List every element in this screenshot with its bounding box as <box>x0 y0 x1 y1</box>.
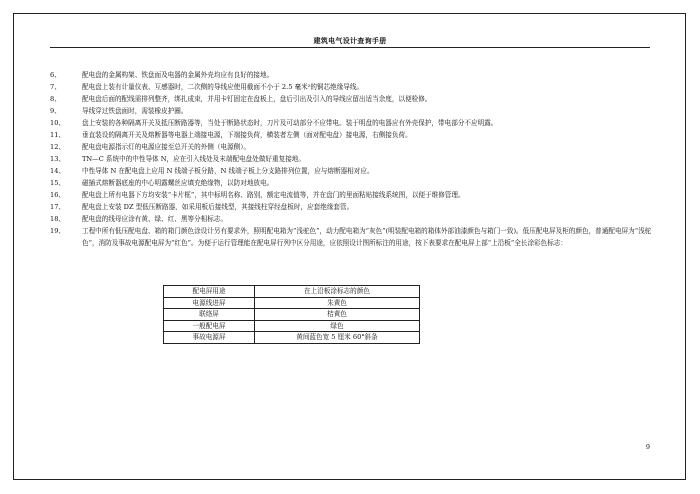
item-text: 配电盘上装有计量仪表、互感器时，二次侧的导线应使用截面不小于 2.5 毫米²的铜芯绝缘导线。 <box>82 83 364 91</box>
table-row <box>164 297 420 309</box>
list-item <box>50 177 660 189</box>
item-text: 磁插式熔断器底座的中心明露螺丝应填充绝缘物，以防对地放电。 <box>82 179 274 187</box>
item-text: 中性导体 N 在配电盘上应用 N 线端子板分路，N 线端子板上分支路排列位置，应与熔断器相对应。 <box>82 167 374 175</box>
list-item <box>50 93 660 105</box>
list-item-19 <box>50 225 660 249</box>
table-cell: 桔黄色 <box>255 309 420 321</box>
item-number: 7、 <box>50 83 61 91</box>
item-number: 18、 <box>50 215 65 223</box>
list-item <box>50 153 660 165</box>
list-item <box>50 165 660 177</box>
table-cell: 电源线进屏 <box>164 297 255 309</box>
table-cell: 绿色 <box>255 320 420 332</box>
page-number: 9 <box>645 443 650 451</box>
item-text: 配电盘的金属构架、铁盘面及电器的金属外壳均应有良好的接地。 <box>82 71 274 79</box>
header-rule <box>50 47 650 48</box>
list-item <box>50 81 660 93</box>
item-text: 配电盘上安装 DZ 型低压断路器，如采用板后接线型，其接线柱穿经盘板时，应套绝缘套管。 <box>82 203 354 211</box>
item-number: 6、 <box>50 71 61 79</box>
item-number: 17、 <box>50 203 65 211</box>
item-text: 垂直装设的隔离开关及熔断器等电器上端接电源，下端接负荷，横装者左侧（面对配电盘）接电源，右侧接负荷。 <box>82 131 412 139</box>
table-row <box>164 332 420 344</box>
header-title: 建筑电气设计查询手册 <box>313 36 387 45</box>
list-item <box>50 117 660 129</box>
item-number: 12、 <box>50 143 65 151</box>
table-row <box>164 309 420 321</box>
table-cell: 一般配电屏 <box>164 320 255 332</box>
item-text: 导线穿过铁盘面时，需装橡皮护圈。 <box>82 107 188 115</box>
item-number: 14、 <box>50 167 65 175</box>
table-cell: 朱黄色 <box>255 297 420 309</box>
table-cell: 联络屏 <box>164 309 255 321</box>
item-number: 8、 <box>50 95 61 103</box>
item-text: 工程中所有低压配电盘、箱的箱门颜色涂设计另有要求外，照明配电箱为“浅驼色”，动力配电箱为“灰色”(明装配电箱的箱体外部油漆颜色与箱门一致)。低压配电屏及柜的颜色，普通配电屏为“浅驼色”，消防及事故电源配电屏为“红色”。为便于运行管理能在配电屏行列中区分用途，应依照设计图所标注的用途，按下表要求在配电屏上部“上沿板”全长涂彩色标志： <box>82 227 652 247</box>
list-item <box>50 189 660 201</box>
item-number: 9、 <box>50 107 61 115</box>
item-number: 10、 <box>50 119 65 127</box>
table-cell: 事故电源屏 <box>164 332 255 344</box>
color-table <box>163 285 420 344</box>
table-header-cell: 在上沿板涂标志的颜色 <box>255 286 420 298</box>
list-item <box>50 141 660 153</box>
item-number: 16、 <box>50 191 65 199</box>
item-text: 配电盘后面的配线需排列整齐，绑扎成束，并用卡钉固定在盘板上，盘后引出及引入的导线应留出适当余度，以便检修。 <box>82 95 432 103</box>
item-text: 配电盘上所有电器下方均安装“卡片框”，其中标明名称、路别，额定电流值等，并在盘门的里面粘贴接线系统图，以便于维修管理。 <box>82 191 465 199</box>
item-number: 13、 <box>50 155 65 163</box>
list-item <box>50 213 660 225</box>
table-header-cell: 配电屏用途 <box>164 286 255 298</box>
list-item <box>50 201 660 213</box>
item-number: 11、 <box>50 131 65 139</box>
content-body <box>50 69 660 249</box>
item-text: 盘上安装的各种隔离开关及抵压断路器等，当处于断路状态时，刀片及可动部分不应带电。装于明盘的电器应有外壳保护，带电部分不应明露。 <box>82 119 498 127</box>
table-header-row <box>164 286 420 298</box>
item-number: 15、 <box>50 179 65 187</box>
list-item <box>50 69 660 81</box>
item-text: TN—C 系统中的中性导体 N，应在引入线处及末端配电盘处做好重复接地。 <box>82 155 305 163</box>
table-cell: 黄间蓝色宽 5 厘米 60°斜条 <box>255 332 420 344</box>
item-number: 19、 <box>50 227 65 235</box>
table-row <box>164 320 420 332</box>
list-item <box>50 129 660 141</box>
list-item <box>50 105 660 117</box>
item-text: 配电盘电源指示灯的电源应接至总开关的外侧（电源侧）。 <box>82 143 251 151</box>
item-text: 配电盘的线母应涂有黄、绿、红、黑等分相标志。 <box>82 215 228 223</box>
